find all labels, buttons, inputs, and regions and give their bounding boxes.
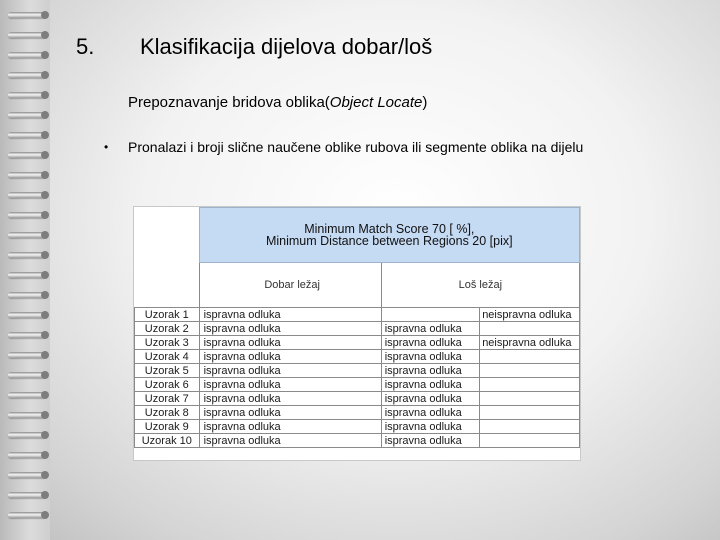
- row-label: Uzorak 3: [135, 336, 200, 350]
- table-row: [135, 364, 580, 378]
- slide-number: 5.: [76, 34, 95, 59]
- spiral-binding: [0, 0, 50, 540]
- row-label: Uzorak 7: [135, 392, 200, 406]
- row-label: Uzorak 6: [135, 378, 200, 392]
- row-label: Uzorak 2: [135, 322, 200, 336]
- results-table-image: [133, 206, 581, 461]
- table-row: [135, 392, 580, 406]
- binding-ring-icon: [8, 312, 46, 318]
- cell-good: ispravna odluka: [199, 420, 381, 434]
- binding-ring-icon: [8, 72, 46, 78]
- header-line-1: Minimum Match Score 70 [ %],: [304, 222, 475, 236]
- binding-ring-icon: [8, 452, 46, 458]
- cell-good: ispravna odluka: [199, 364, 381, 378]
- cell-bad-2: [480, 420, 580, 434]
- binding-ring-icon: [8, 32, 46, 38]
- cell-bad-1: ispravna odluka: [381, 378, 479, 392]
- binding-ring-icon: [8, 432, 46, 438]
- cell-bad-2: [480, 378, 580, 392]
- table-header: [199, 208, 579, 263]
- row-label: Uzorak 1: [135, 308, 200, 322]
- cell-bad-1: ispravna odluka: [381, 364, 479, 378]
- binding-ring-icon: [8, 132, 46, 138]
- cell-bad-2: [480, 350, 580, 364]
- cell-bad-2: [480, 322, 580, 336]
- binding-ring-icon: [8, 372, 46, 378]
- cell-bad-1: [381, 308, 479, 322]
- cell-good: ispravna odluka: [199, 392, 381, 406]
- bullet-icon: •: [104, 140, 109, 154]
- table-subheader-row: [135, 263, 580, 308]
- table-header-row: [135, 208, 580, 263]
- subtitle-main: Prepoznavanje bridova oblika(: [128, 94, 330, 111]
- row-label: Uzorak 9: [135, 420, 200, 434]
- cell-bad-1: ispravna odluka: [381, 406, 479, 420]
- binding-ring-icon: [8, 412, 46, 418]
- binding-ring-icon: [8, 292, 46, 298]
- row-label: Uzorak 8: [135, 406, 200, 420]
- cell-bad-2: neispravna odluka: [480, 336, 580, 350]
- cell-bad-1: ispravna odluka: [381, 350, 479, 364]
- binding-ring-icon: [8, 52, 46, 58]
- cell-good: ispravna odluka: [199, 350, 381, 364]
- cell-bad-2: [480, 364, 580, 378]
- cell-good: ispravna odluka: [199, 322, 381, 336]
- table-row: [135, 406, 580, 420]
- cell-good: ispravna odluka: [199, 378, 381, 392]
- binding-ring-icon: [8, 192, 46, 198]
- binding-ring-icon: [8, 92, 46, 98]
- binding-ring-icon: [8, 332, 46, 338]
- binding-ring-icon: [8, 212, 46, 218]
- binding-ring-icon: [8, 252, 46, 258]
- cell-good: ispravna odluka: [199, 308, 381, 322]
- column-good: Dobar ležaj: [199, 263, 381, 308]
- binding-ring-icon: [8, 232, 46, 238]
- binding-ring-icon: [8, 172, 46, 178]
- table-row: [135, 378, 580, 392]
- cell-bad-1: ispravna odluka: [381, 392, 479, 406]
- binding-ring-icon: [8, 472, 46, 478]
- cell-bad-2: neispravna odluka: [480, 308, 580, 322]
- table-row: [135, 322, 580, 336]
- table-row: [135, 420, 580, 434]
- slide-title: Klasifikacija dijelova dobar/loš: [140, 34, 433, 59]
- binding-ring-icon: [8, 112, 46, 118]
- binding-ring-icon: [8, 392, 46, 398]
- bullet-text: Pronalazi i broji slične naučene oblike rubova ili segmente oblika na dijelu: [128, 139, 584, 155]
- cell-bad-1: ispravna odluka: [381, 420, 479, 434]
- cell-bad-1: ispravna odluka: [381, 322, 479, 336]
- table-row: [135, 350, 580, 364]
- binding-ring-icon: [8, 512, 46, 518]
- header-line-2: Minimum Distance between Regions 20 [pix]: [265, 234, 513, 248]
- binding-ring-icon: [8, 492, 46, 498]
- table-row: [135, 336, 580, 350]
- table-row: [135, 308, 580, 322]
- cell-bad-2: [480, 406, 580, 420]
- results-table: [134, 207, 580, 448]
- cell-bad-2: [480, 434, 580, 448]
- binding-ring-icon: [8, 352, 46, 358]
- cell-bad-1: ispravna odluka: [381, 434, 479, 448]
- cell-good: ispravna odluka: [199, 336, 381, 350]
- cell-good: ispravna odluka: [199, 434, 381, 448]
- subtitle-italic: Object Locate: [329, 94, 423, 111]
- binding-ring-icon: [8, 152, 46, 158]
- row-label: Uzorak 4: [135, 350, 200, 364]
- subtitle-end: ): [422, 94, 428, 111]
- cell-bad-2: [480, 392, 580, 406]
- binding-ring-icon: [8, 272, 46, 278]
- cell-good: ispravna odluka: [199, 406, 381, 420]
- binding-ring-icon: [8, 12, 46, 18]
- table-row: [135, 434, 580, 448]
- row-label: Uzorak 10: [135, 434, 200, 448]
- cell-bad-1: ispravna odluka: [381, 336, 479, 350]
- slide-subtitle: [128, 94, 427, 111]
- row-label: Uzorak 5: [135, 364, 200, 378]
- column-bad: Loš ležaj: [381, 263, 579, 308]
